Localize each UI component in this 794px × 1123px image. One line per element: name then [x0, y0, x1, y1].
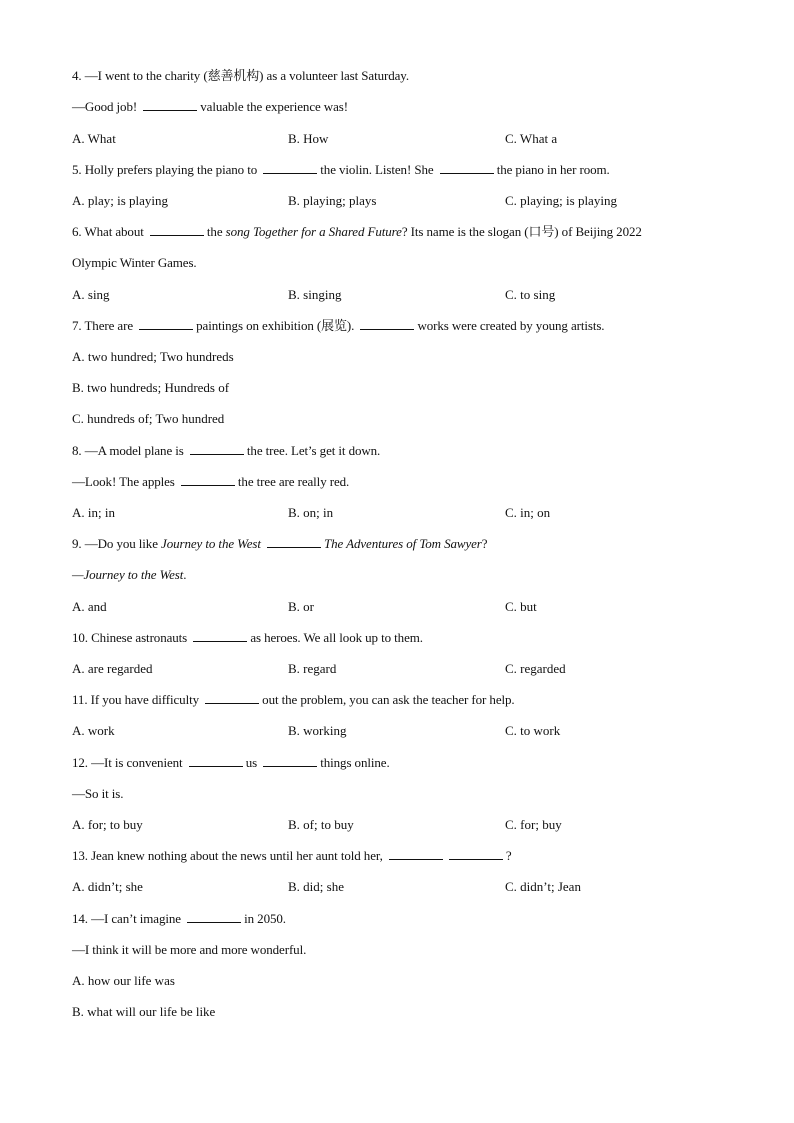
option-c[interactable]: C. to sing — [505, 287, 556, 302]
question-11 — [72, 692, 515, 708]
answer-blank[interactable] — [263, 162, 317, 174]
option-b[interactable]: B. singing — [288, 287, 342, 302]
answer-blank[interactable] — [267, 536, 321, 548]
option-b[interactable]: B. playing; plays — [288, 193, 377, 208]
answer-blank[interactable] — [440, 162, 494, 174]
option-b[interactable]: B. or — [288, 599, 314, 614]
response-text: —Good job! — [72, 99, 138, 114]
option-c[interactable]: C. in; on — [505, 505, 551, 520]
question-9 — [72, 536, 487, 552]
option-b[interactable]: B. How — [288, 131, 329, 146]
option-c[interactable]: C. didn’t; Jean — [505, 879, 581, 894]
option-b[interactable]: B. working — [288, 723, 347, 738]
option-a[interactable]: A. play; is playing — [72, 193, 169, 208]
option-a[interactable]: A. didn’t; she — [72, 879, 143, 894]
question-text: ? — [505, 848, 512, 863]
response-text: valuable the experience was! — [200, 99, 348, 114]
option-a[interactable]: A. What — [72, 131, 116, 146]
question-text: 6. What about — [72, 224, 144, 239]
question-text: us — [245, 755, 258, 770]
option-c[interactable]: C. regarded — [505, 661, 566, 676]
option-c[interactable]: C. but — [505, 599, 537, 614]
question-text: 10. Chinese astronauts — [72, 630, 188, 645]
option-c[interactable]: C. playing; is playing — [505, 193, 617, 208]
question-text: 13. Jean knew nothing about the news until her aunt told her, — [72, 848, 383, 863]
option-b[interactable]: B. of; to buy — [288, 817, 354, 832]
option-a[interactable]: A. sing — [72, 287, 110, 302]
option-a[interactable]: A. work — [72, 723, 115, 738]
question-12 — [72, 755, 390, 771]
question-text: 8. —A model plane is — [72, 443, 184, 458]
option-a[interactable]: A. are regarded — [72, 661, 153, 676]
question-8 — [72, 443, 380, 459]
book-title: The Adventures of Tom Sawyer — [324, 536, 482, 551]
question-text: as heroes. We all look up to them. — [250, 630, 423, 645]
question-text: 4. —I went to the charity (慈善机构) as a volunteer last Saturday. — [72, 68, 410, 83]
answer-blank[interactable] — [150, 224, 204, 236]
book-title: Journey to the West — [161, 536, 261, 551]
question-text: the piano in her room. — [496, 162, 610, 177]
question-text: 12. —It is convenient — [72, 755, 183, 770]
answer-blank[interactable] — [187, 911, 241, 923]
question-13 — [72, 848, 512, 864]
option-a[interactable]: A. and — [72, 599, 107, 614]
answer-blank[interactable] — [193, 630, 247, 642]
option-b[interactable]: B. two hundreds; Hundreds of — [72, 380, 230, 395]
answer-blank[interactable] — [205, 692, 259, 704]
question-text: the — [206, 224, 223, 239]
option-c[interactable]: C. for; buy — [505, 817, 562, 832]
response-text: —Look! The apples — [72, 474, 175, 489]
question-5 — [72, 162, 610, 178]
answer-blank[interactable] — [190, 443, 244, 455]
response-text: . — [183, 567, 187, 582]
question-6-cont: Olympic Winter Games. — [72, 255, 197, 270]
question-text: 9. —Do you like — [72, 536, 158, 551]
question-4-response — [72, 99, 348, 115]
question-text: ? Its name is the slogan (口号) of Beijing 2022 — [401, 224, 642, 239]
option-b[interactable]: B. regard — [288, 661, 337, 676]
question-10 — [72, 630, 423, 646]
question-text: ? — [481, 536, 488, 551]
answer-blank[interactable] — [143, 99, 197, 111]
question-text: paintings on exhibition (展览). — [196, 318, 355, 333]
question-14-response: —I think it will be more and more wonderful. — [72, 942, 307, 957]
answer-blank[interactable] — [139, 318, 193, 330]
option-c[interactable]: C. hundreds of; Two hundred — [72, 411, 225, 426]
question-text: 5. Holly prefers playing the piano to — [72, 162, 258, 177]
question-text: works were created by young artists. — [417, 318, 605, 333]
song-title: song Together for a Shared Future — [225, 224, 402, 239]
answer-blank[interactable] — [360, 318, 414, 330]
option-c[interactable]: C. to work — [505, 723, 561, 738]
option-a[interactable]: A. in; in — [72, 505, 115, 520]
response-text: the tree are really red. — [237, 474, 350, 489]
answer-blank[interactable] — [181, 474, 235, 486]
answer-blank[interactable] — [189, 755, 243, 767]
answer-blank[interactable] — [263, 755, 317, 767]
book-title: —Journey to the West — [72, 567, 184, 582]
question-text: the violin. Listen! She — [320, 162, 434, 177]
answer-blank[interactable] — [389, 848, 443, 860]
question-7 — [72, 318, 604, 334]
option-b[interactable]: B. what will our life be like — [72, 1004, 216, 1019]
question-4 — [72, 68, 409, 84]
question-text: 14. —I can’t imagine — [72, 911, 181, 926]
option-b[interactable]: B. on; in — [288, 505, 334, 520]
question-8-response — [72, 474, 349, 490]
question-text: out the problem, you can ask the teacher for help. — [262, 692, 515, 707]
option-c[interactable]: C. What a — [505, 131, 558, 146]
question-text: the tree. Let’s get it down. — [246, 443, 381, 458]
option-b[interactable]: B. did; she — [288, 879, 344, 894]
question-9-response — [72, 567, 186, 583]
option-a[interactable]: A. two hundred; Two hundreds — [72, 349, 234, 364]
question-6 — [72, 224, 642, 240]
option-a[interactable]: A. for; to buy — [72, 817, 143, 832]
option-a[interactable]: A. how our life was — [72, 973, 175, 988]
question-text: 7. There are — [72, 318, 133, 333]
question-text: in 2050. — [244, 911, 286, 926]
answer-blank[interactable] — [449, 848, 503, 860]
question-12-response: —So it is. — [72, 786, 124, 801]
question-14 — [72, 911, 286, 927]
question-text: things online. — [320, 755, 390, 770]
question-text: 11. If you have difficulty — [72, 692, 200, 707]
